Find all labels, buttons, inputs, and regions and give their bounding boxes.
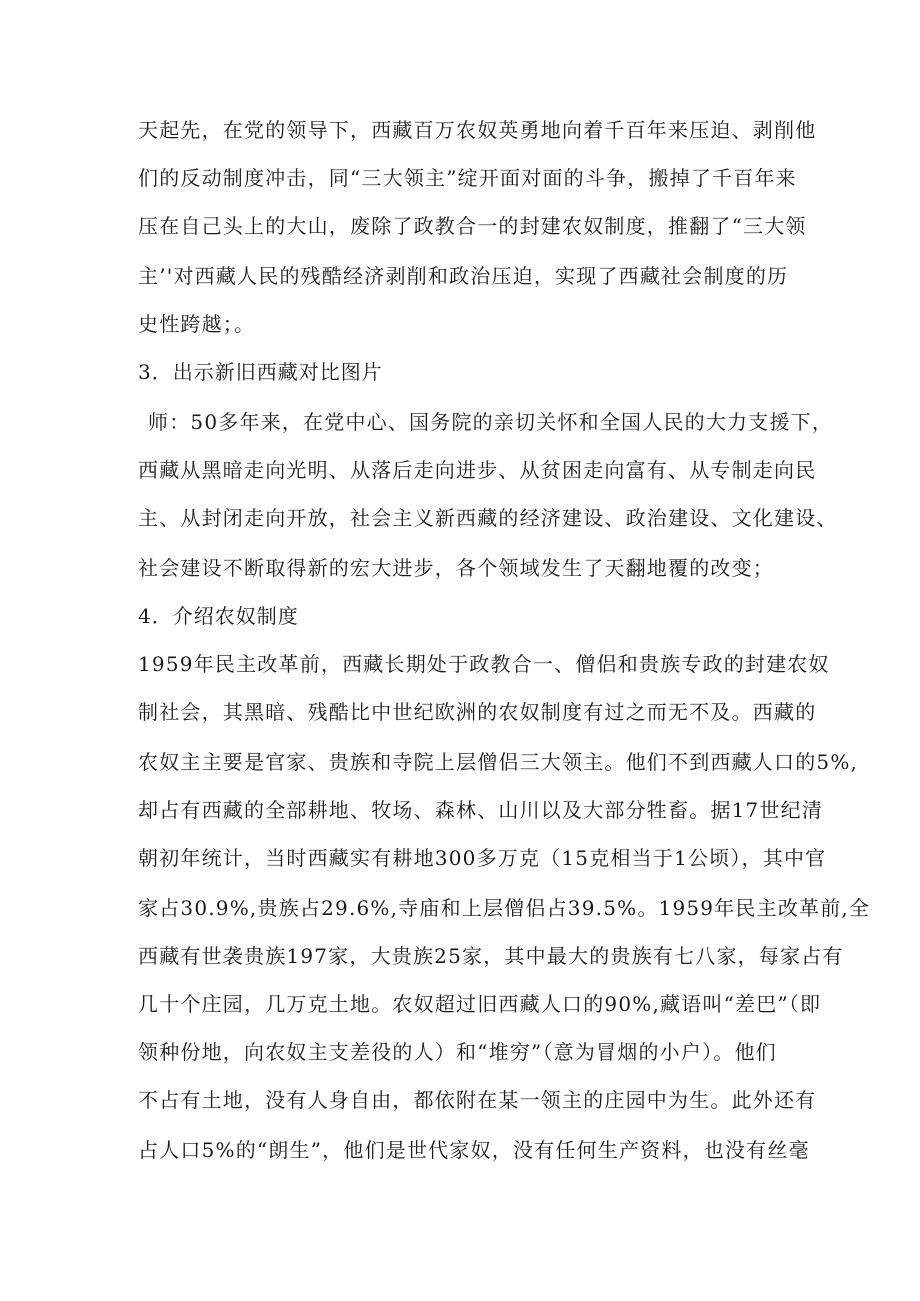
text-line-18: 西藏有世袭贵族197家，大贵族25家，其中最大的贵族有七八家，每家占有 xyxy=(138,944,844,968)
text-line-21: 不占有土地，没有人身自由，都依附在某一领主的庄园中为生。此外还有 xyxy=(138,1088,817,1112)
text-line-7: 师：50多年来，在党中心、国务院的亲切关怀和全国人民的大力支援下， xyxy=(148,410,834,434)
text-line-9: 主、从封闭走向开放，社会主义新西藏的经济建设、政治建设、文化建设、 xyxy=(138,506,838,530)
text-line-20: 领种份地，向农奴主支差役的人）和“堆穷”（意为冒烟的小户）。他们 xyxy=(138,1040,777,1064)
text-line-13: 制社会，其黑暗、残酷比中世纪欧洲的农奴制度有过之而无不及。西藏的 xyxy=(138,700,817,724)
text-line-16: 朝初年统计，当时西藏实有耕地300多万克（15克相当于1公顷），其中官 xyxy=(138,846,827,870)
text-line-4: 主’'对西藏人民的残酷经济剥削和政治压迫，实现了西藏社会制度的历 xyxy=(138,264,789,288)
section-heading-3: 3．出示新旧西藏对比图片 xyxy=(138,360,383,384)
text-line-14: 农奴主主要是官家、贵族和寺院上层僧侣三大领主。他们不到西藏人口的5%, xyxy=(138,750,859,774)
text-line-2: 们的反动制度冲击，同“三大领主”绽开面对面的斗争，搬掉了千百年来 xyxy=(138,166,797,190)
text-line-3: 压在自己头上的大山，废除了政教合一的封建农奴制度，推翻了“三大领 xyxy=(138,214,807,238)
text-line-22: 占人口5%的“朗生”，他们是世代家奴，没有任何生产资料，也没有丝毫 xyxy=(138,1138,810,1162)
text-line-12: 1959年民主改革前，西藏长期处于政教合一、僧侣和贵族专政的封建农奴 xyxy=(138,652,830,676)
text-line-17: 家占30.9%,贵族占29.6%,寺庙和上层僧侣占39.5%。1959年民主改革前,全 xyxy=(138,896,871,920)
text-line-8: 西藏从黑暗走向光明、从落后走向进步、从贫困走向富有、从专制走向民 xyxy=(138,458,817,482)
text-line-5: 史性跨越；。 xyxy=(138,312,256,336)
text-line-1: 天起先，在党的领导下，西藏百万农奴英勇地向着千百年来压迫、剥削他 xyxy=(138,118,817,142)
section-heading-4: 4．介绍农奴制度 xyxy=(138,604,299,628)
text-line-10: 社会建设不断取得新的宏大进步，各个领域发生了天翻地覆的改变； xyxy=(138,556,774,580)
text-line-19: 几十个庄园，几万克土地。农奴超过旧西藏人口的90%,藏语叫“差巴”（即 xyxy=(138,992,822,1016)
text-line-15: 却占有西藏的全部耕地、牧场、森林、山川以及大部分牲畜。据17世纪清 xyxy=(138,798,824,822)
